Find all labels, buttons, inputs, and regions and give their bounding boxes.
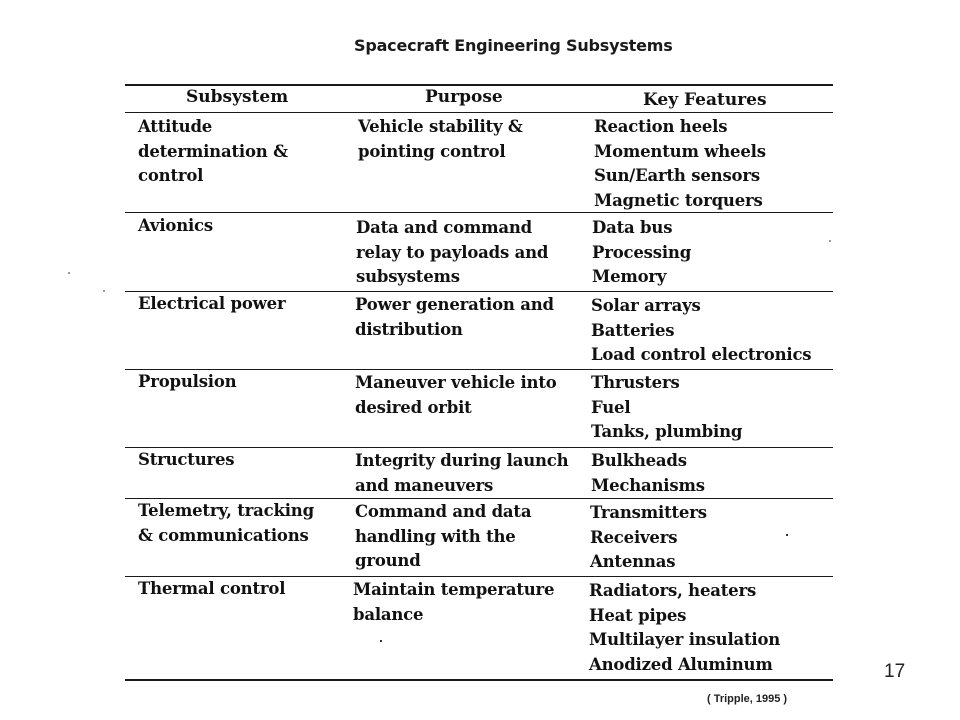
cell-line: Maintain temperature [353,580,555,599]
row-propulsion-features [591,371,742,445]
cell-line: Load control electronics [591,345,812,364]
cell-line: Avionics [138,216,213,235]
page-number: 17 [884,661,906,682]
cell-line: Reaction heels [594,117,728,136]
scan-speck [380,640,382,642]
cell-line: pointing control [358,141,506,161]
cell-line: Fuel [591,397,631,417]
row-thermal-subsystem [138,577,285,602]
cell-line: Thrusters [591,373,680,392]
cell-line: Structures [138,450,235,469]
row-structures-subsystem [138,448,234,473]
row-avionics-purpose [356,216,548,290]
cell-line: Attitude [138,117,213,136]
cell-line: Power generation and [355,295,554,314]
cell-line: handling with the [355,526,516,546]
row-structures-features [591,449,705,498]
cell-line: Anodized Aluminum [589,654,773,674]
row-attitude-purpose [358,115,523,164]
scan-speck [103,290,105,292]
row-propulsion-purpose [355,371,557,420]
cell-line: Data bus [592,218,673,237]
cell-line: ground [355,551,421,570]
header-key-features: Key Features [643,90,767,110]
cell-line: Electrical power [138,294,286,313]
row-divider [125,212,833,213]
cell-line: Momentum wheels [594,141,766,161]
row-electrical-subsystem [138,292,285,317]
header-bottom-rule [125,112,833,113]
row-thermal-purpose [353,578,554,627]
header-purpose: Purpose [425,87,503,107]
cell-line: Antennas [590,552,676,571]
cell-line: determination & [138,141,288,161]
row-avionics-features [592,216,691,290]
cell-line: Propulsion [138,372,237,391]
cell-line: Telemetry, tracking [138,501,314,520]
cell-line: Integrity during launch [355,451,569,470]
cell-line: control [138,166,204,185]
cell-line: Batteries [591,320,675,340]
cell-line: Tanks, plumbing [591,422,743,441]
cell-line: Multilayer insulation [589,630,781,649]
row-electrical-purpose [355,293,554,342]
row-telemetry-purpose [355,500,531,574]
cell-line: desired orbit [355,397,472,417]
cell-line: Sun/Earth sensors [594,166,760,185]
cell-line: & communications [138,525,309,545]
cell-line: Thermal control [138,579,286,598]
row-attitude-features [594,115,766,213]
cell-line: Mechanisms [591,475,705,495]
row-electrical-features [591,294,811,368]
header-subsystem: Subsystem [186,87,289,107]
row-thermal-features [589,579,780,677]
cell-line: Bulkheads [591,451,687,470]
page-title: Spacecraft Engineering Subsystems [354,36,673,55]
cell-line: distribution [355,319,463,339]
cell-line: balance [353,604,424,624]
cell-line: Transmitters [590,503,707,522]
cell-line: Vehicle stability & [358,117,523,136]
citation: ( Tripple, 1995 ) [707,693,788,705]
scan-speck [786,534,788,536]
cell-line: subsystems [356,267,460,286]
table-bottom-rule [125,679,833,681]
table-top-rule [125,84,833,86]
cell-line: Maneuver vehicle into [355,373,557,392]
cell-line: Magnetic torquers [594,190,763,210]
scan-speck [829,240,831,242]
cell-line: Memory [592,267,667,286]
cell-line: and maneuvers [355,475,494,495]
row-telemetry-features [590,501,707,575]
row-attitude-subsystem [138,115,288,189]
cell-line: Processing [592,242,692,262]
cell-line: Data and command [356,218,533,237]
scan-speck [68,272,70,274]
row-propulsion-subsystem [138,370,236,395]
row-avionics-subsystem [138,214,213,239]
cell-line: Radiators, heaters [589,581,757,600]
cell-line: Command and data [355,502,532,521]
cell-line: Heat pipes [589,605,687,625]
row-telemetry-subsystem [138,499,314,548]
cell-line: Solar arrays [591,296,701,315]
cell-line: relay to payloads and [356,242,549,262]
row-structures-purpose [355,449,568,498]
cell-line: Receivers [590,527,678,547]
